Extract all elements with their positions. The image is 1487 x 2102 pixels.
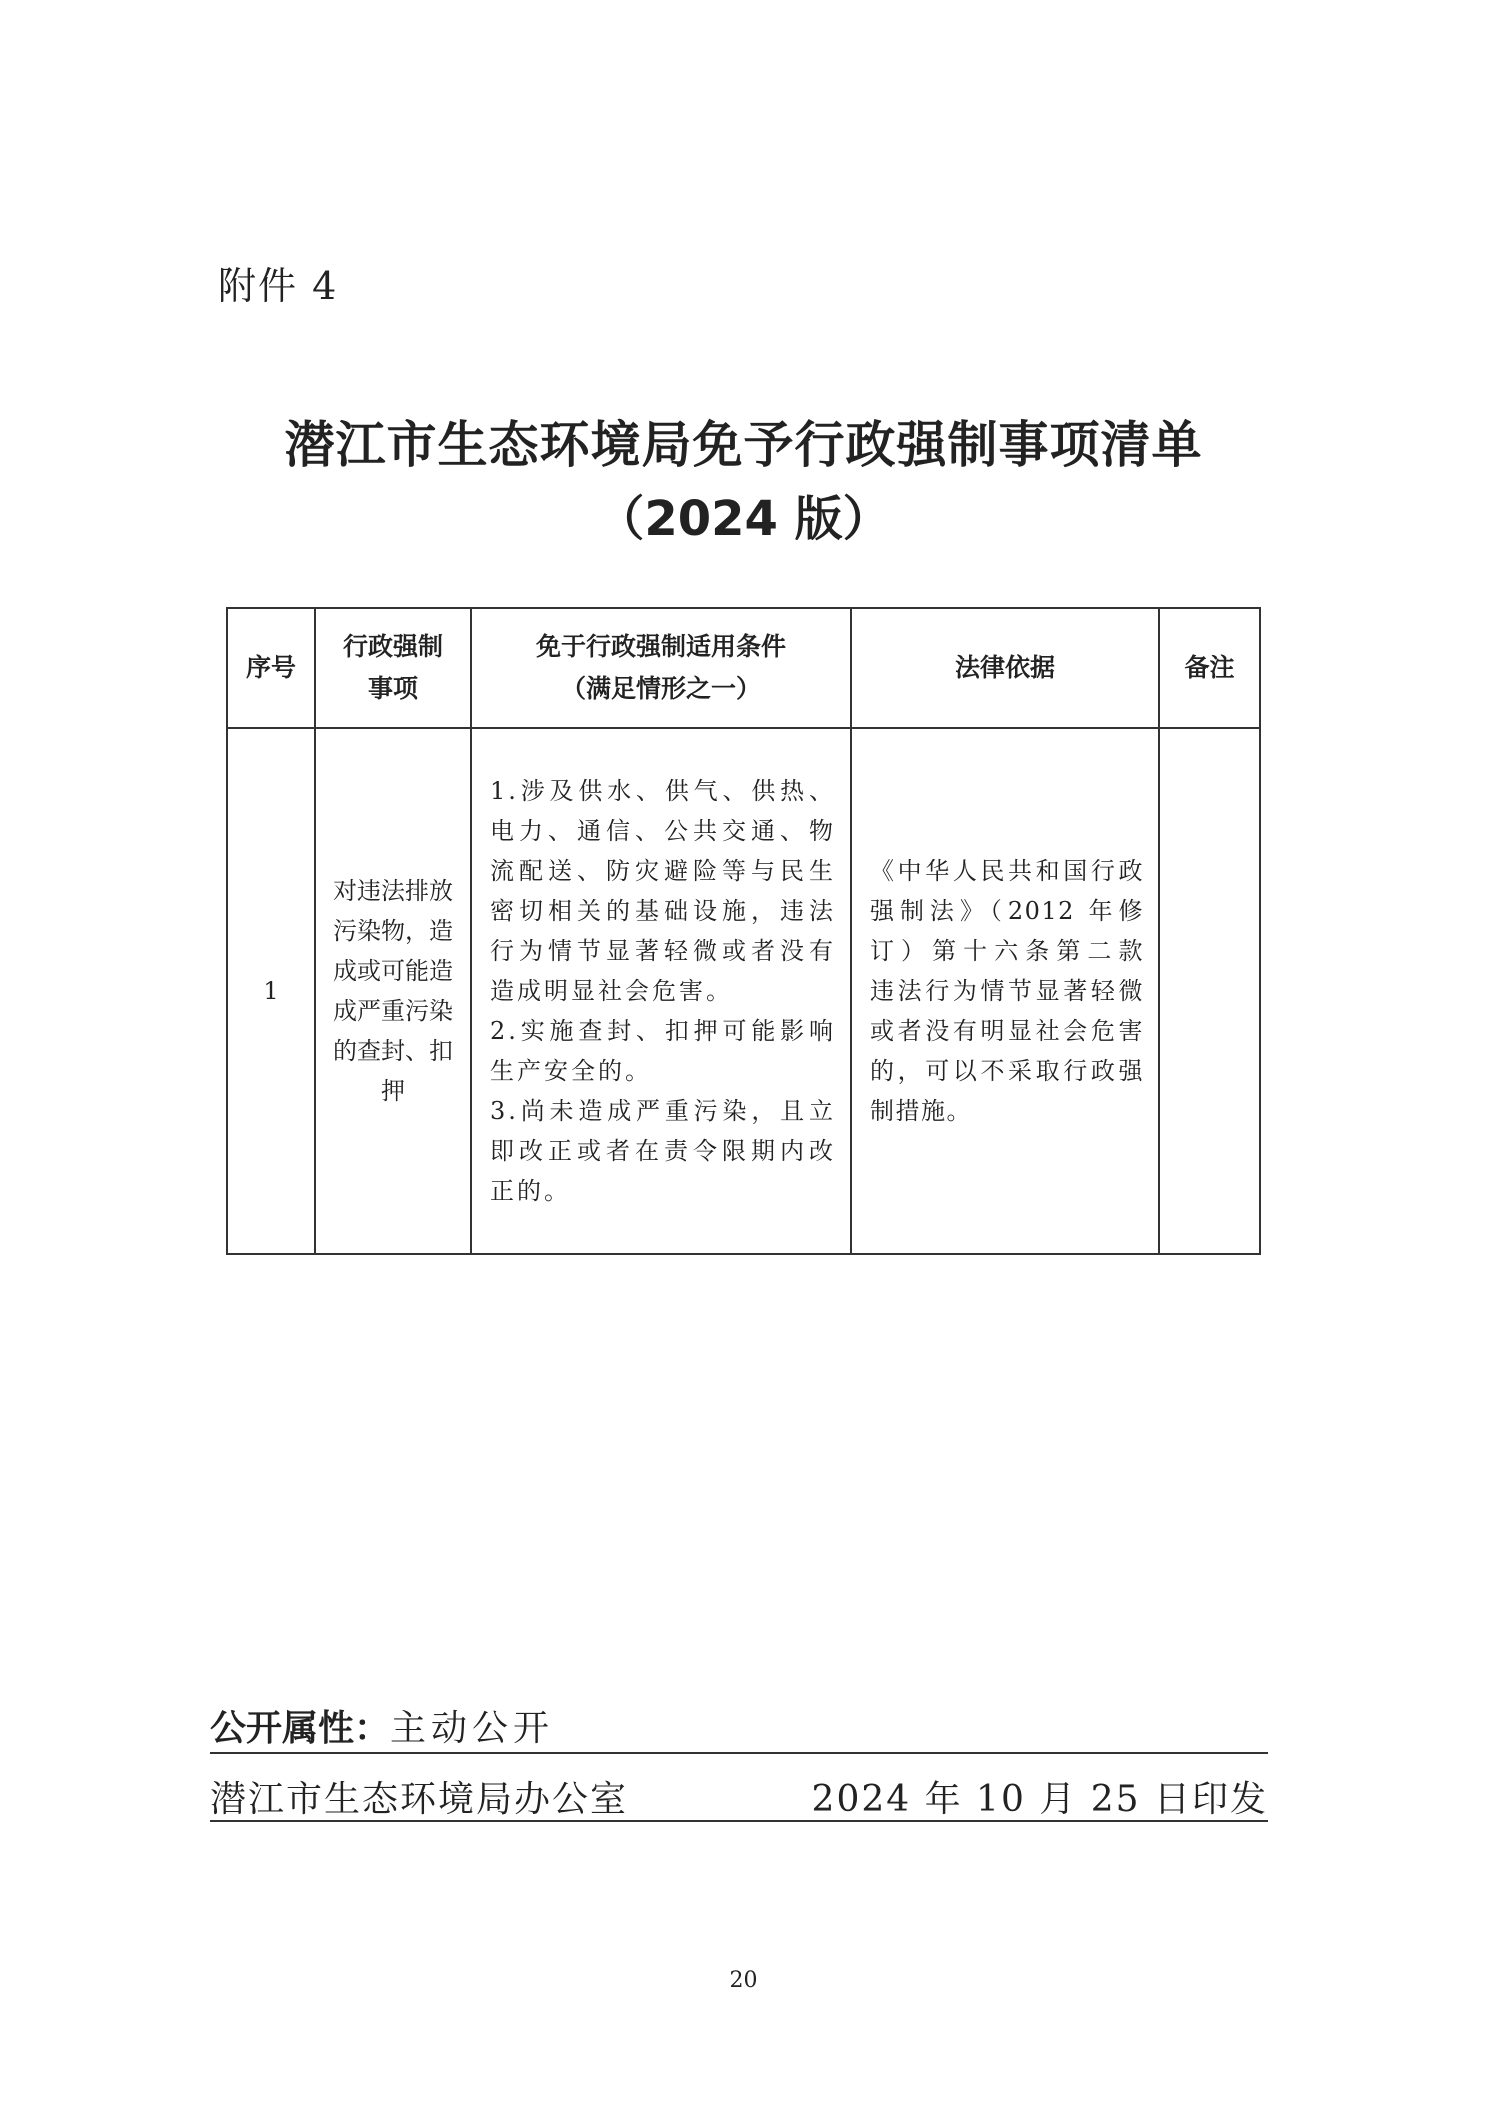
cell-item: 对违法排放污染物，造成或可能造成严重污染的查封、扣押 xyxy=(315,728,471,1254)
condition-2: 2.实施查封、扣押可能影响生产安全的。 xyxy=(490,1017,836,1085)
exemption-table xyxy=(226,607,1261,1255)
header-item-line2: 事项 xyxy=(367,674,418,703)
attachment-label: 附件 4 xyxy=(218,264,339,308)
header-cond-line1: 免于行政强制适用条件 xyxy=(535,632,786,661)
issue-date: 2024 年 10 月 25 日印发 xyxy=(811,1779,1268,1820)
document-title: 潜江市生态环境局免予行政强制事项清单 xyxy=(284,416,1203,474)
header-remark: 备注 xyxy=(1159,608,1260,728)
public-attribute xyxy=(210,1700,1268,1748)
footer-rule-bottom xyxy=(210,1820,1268,1822)
table-row xyxy=(227,728,1260,1254)
header-no: 序号 xyxy=(227,608,315,728)
cell-law: 《中华人民共和国行政强制法》（2012 年修订）第十六条第二款 违法行为情节显著轻微或者没有明显社会危害的，可以不采取行政强制措施。 xyxy=(851,728,1159,1254)
header-cond-line2: （满足情形之一） xyxy=(560,674,761,703)
table-header-row xyxy=(227,608,1260,728)
cell-no: 1 xyxy=(227,728,315,1254)
header-law: 法律依据 xyxy=(851,608,1159,728)
issuer-line xyxy=(210,1771,1268,1819)
footer-rule-top xyxy=(210,1752,1268,1754)
public-attribute-label: 公开属性： xyxy=(210,1708,391,1749)
header-item xyxy=(315,608,471,728)
header-item-line1: 行政强制 xyxy=(342,632,443,661)
page-number: 20 xyxy=(729,1968,758,1993)
public-attribute-value: 主动公开 xyxy=(390,1708,555,1749)
cell-conditions xyxy=(471,728,851,1254)
condition-1: 1.涉及供水、供气、供热、电力、通信、公共交通、物流配送、防灾避险等与民生密切相关的基础设施，违法行为情节显著轻微或者没有造成明显社会危害。 xyxy=(490,777,836,1005)
header-conditions xyxy=(471,608,851,728)
issuer-name: 潜江市生态环境局办公室 xyxy=(210,1779,629,1820)
condition-3: 3.尚未造成严重污染，且立即改正或者在责令限期内改正的。 xyxy=(490,1097,836,1205)
document-subtitle: （2024 版） xyxy=(596,491,891,547)
cell-remark xyxy=(1159,728,1260,1254)
